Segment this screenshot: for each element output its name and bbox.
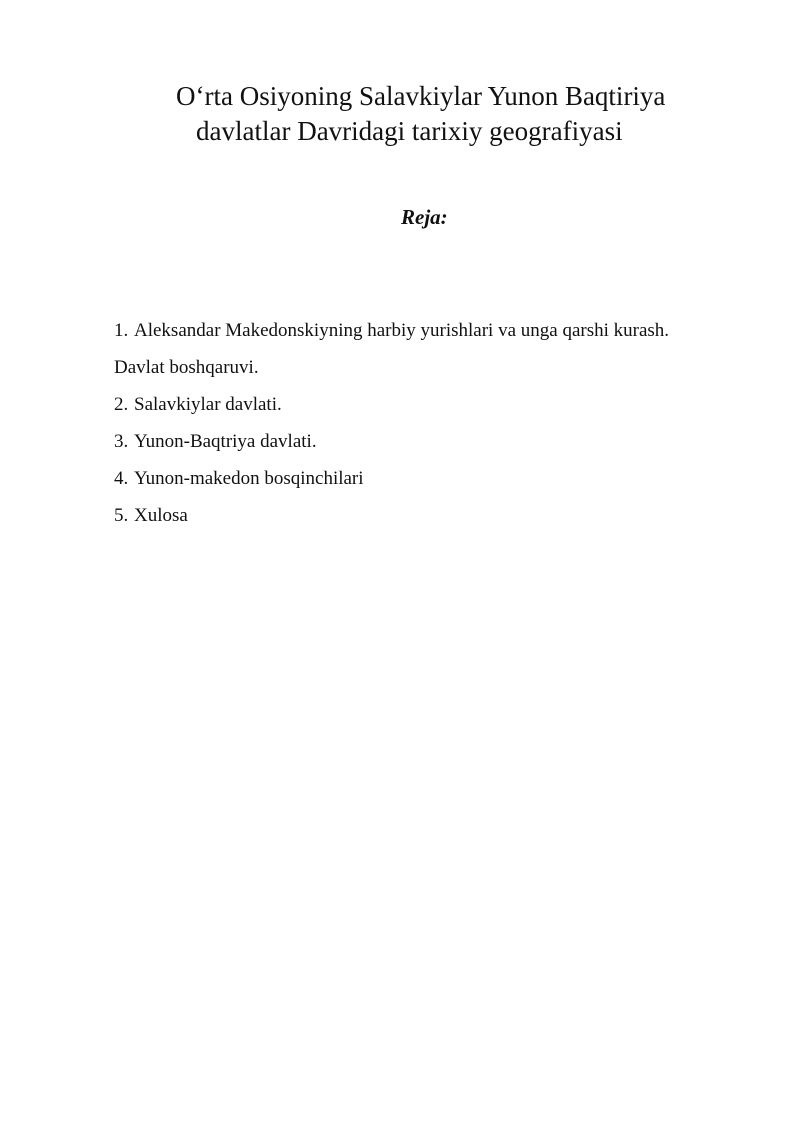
document-title-line-1: O‘rta Osiyoning Salavkiylar Yunon Baqtiriya <box>176 81 666 111</box>
plan-item-3 <box>114 423 774 460</box>
plan-list <box>114 312 774 534</box>
plan-item-text: Aleksandar Makedonskiyning harbiy yurishlari va unga qarshi kurash. <box>134 320 670 341</box>
plan-item-5 <box>114 497 774 534</box>
plan-item-number: 1. <box>114 320 129 341</box>
plan-item-4 <box>114 460 774 497</box>
plan-heading: Reja: <box>401 205 448 229</box>
plan-item-text: Yunon-makedon bosqinchilari <box>134 468 364 489</box>
plan-item-text: Xulosa <box>134 505 188 526</box>
plan-item-text: Salavkiylar davlati. <box>134 394 282 415</box>
plan-item-1 <box>114 312 774 349</box>
plan-item-number: 2. <box>114 394 129 415</box>
plan-item-text: Yunon-Baqtriya davlati. <box>134 431 317 452</box>
plan-item-2 <box>114 386 774 423</box>
document-title-line-2: davlatlar Davridagi tarixiy geografiyasi <box>196 116 623 146</box>
plan-item-text: Davlat boshqaruvi. <box>114 357 259 378</box>
plan-item-1-continuation <box>114 349 774 386</box>
plan-item-number: 3. <box>114 431 129 452</box>
plan-item-number: 5. <box>114 505 129 526</box>
plan-item-number: 4. <box>114 468 129 489</box>
